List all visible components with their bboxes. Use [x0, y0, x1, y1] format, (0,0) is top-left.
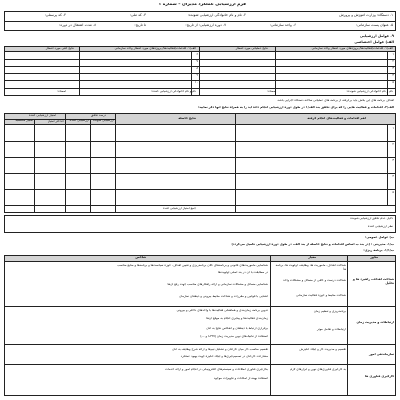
b-col-index: شاخص: [135, 256, 146, 259]
b-col-axis: محور: [370, 256, 378, 259]
b-row-line-1: [4, 306, 396, 307]
b-row1-criteria-1: شناخت اهداف، ماموریت ها، وظایف، اولویت ها، برنامه ها: [275, 264, 346, 271]
b-row1-criteria-3: شناخت محیط و حوزه فعالیت سازمانی: [296, 294, 346, 297]
header-period-to: تا تاریخ:: [134, 23, 146, 27]
a1-evaluatee-sign: امضاء:: [267, 90, 276, 93]
b-row2-index-3: برقراری ارتباط با ذینفعان و انعکاس نتایج به آنان: [206, 327, 268, 330]
a2-col-line-5: [34, 119, 35, 213]
a2-col-percent: درصد تحقق: [90, 114, 106, 117]
a2-total-line: [4, 205, 396, 206]
a2-sign-box: [4, 215, 396, 233]
a2-sub-obtained: امتیاز مکتسبه: [15, 119, 33, 122]
header-personnel-code: ۴. کد پرسنلی:: [44, 13, 66, 17]
a1-col-results-left: نتایج کمّی مورد انتظار: [45, 47, 74, 50]
evaluation-form-page: [4, 3, 396, 398]
header-employment-duration: ۸. مدت اشتغال در دوره:: [59, 23, 96, 27]
a2-row-line-2: [4, 157, 396, 158]
b-header-row: [4, 255, 396, 262]
a1-row-num: ۶: [196, 53, 198, 56]
b-row-line-3: [4, 364, 396, 365]
a2-table: [4, 113, 396, 213]
a2-col-results: نتایج حاصله: [178, 117, 196, 120]
b-row3-axis: سازماندهی امور: [368, 353, 394, 356]
a1-row-num: ۴: [392, 74, 394, 77]
header-national-code: ۳. کد ملی:: [129, 13, 146, 17]
sectionb-b11: ب/۱/۱. برنامه ریزی:: [363, 249, 394, 252]
b-row1-index-3: شناسایی مسائل و مشکلات سازمانی و ارائه راهکارهای مناسب جهت رفع آن‌ها: [167, 283, 268, 286]
a1-row-num: ۳: [392, 67, 394, 70]
a2-num-line: [387, 125, 388, 205]
a2-row-num: ۱: [392, 127, 394, 130]
a2-col-activities: اهم اقدامات و فعالیت‌های انجام گرفته: [307, 117, 366, 120]
header-post-title: ۵. عنوان پست سازمانی:: [355, 23, 393, 27]
b-row1-axis: شناخت اهداف، راهبرد ها و تحلیل: [352, 278, 394, 285]
a1-col-activities-left: الف/۱. اقدامات/فعالیت‌ها/ پروژه‌های مورد انتظار واحد سازمانی: [114, 47, 196, 50]
b-row2-axis: ارتباطات و مدیریت زمان: [356, 321, 394, 324]
section9-title: ۹. عوامل ارزشیابی: [359, 34, 394, 38]
b-row4-index-1: بکارگیری فناوری اطلاعات و سیستم‌های الکترونیکی در انجام امور و ارائه خدمات: [165, 368, 268, 371]
a1-row-num: ۲: [392, 60, 394, 63]
section9-subtitle: الف) عوامل اختصاصی: [354, 40, 394, 44]
a1-col-activities-right: الف/۱. اقدامات/فعالیت‌ها/ پروژه‌های مورد انتظار واحد سازمانی: [311, 47, 393, 50]
header-unit: ۶. واحد سازمانی:: [269, 23, 296, 27]
header-period-from: ۷. دوره ارزشیابی: از تاریخ:: [185, 23, 226, 27]
b-table: [4, 255, 396, 396]
b-row1-criteria-2: شناخت درست و کافی از مسائل و مشکلات واحد: [283, 279, 346, 282]
a1-note: اهداف برنامه های این بخش باید برگرفته از برنامه های عملیاتی سالانه دستگاه اجرایی باشد.: [276, 99, 394, 102]
b-row4-axis: کارگیری فناوری ها: [364, 375, 394, 378]
a2-evaluator-opinion: نظر ارزشیابی کننده: [367, 225, 393, 228]
a2-row-num: ۴: [392, 175, 394, 178]
b-row1-index-4: آشنایی با قوانین و مقررات و شناخت محیط بیرونی و ذینفعان سازمان: [179, 295, 268, 298]
a1-row-num: ۹: [196, 74, 198, 77]
a2-sub-evaluator: ارزشیابی کننده: [69, 119, 89, 122]
a1-evaluator-sign: امضاء:: [57, 90, 66, 93]
a1-row-num: ۱۰: [194, 81, 198, 84]
a1-row-num: ۸: [196, 67, 198, 70]
a2-col-line-2: [115, 113, 116, 213]
a2-row-line-1: [4, 141, 396, 142]
a2-col-line-3: [90, 119, 91, 213]
b-col-line-2: [270, 255, 271, 396]
a1-evaluatee-name: نام و نام خانوادگی ارزشیابی شونده:: [346, 90, 393, 93]
b-row2-index-1: تدوین برنامه زمان‌بندی و هماهنگی فعالیت‌ها با واحدهای داخلی و بیرونی: [176, 309, 268, 312]
b-row2-index-4: استفاده از تکنیک‌های نوین مدیریت زمان (CPM و ...): [200, 335, 268, 338]
sectionb-b1: ب/۱. مدیریتی : (در بند ب اساس اقدامات و نتایج حاصله از بند الف، در طول دوره ارزشیابی تکمیل می‌گردد): [231, 243, 394, 246]
b-row1-index-2: در مطابقت با آن در بند اصلی اولویت‌ها: [217, 271, 268, 274]
a1-row-num: ۷: [196, 60, 198, 63]
a1-row-line-1: [4, 59, 396, 60]
form-title: فرم ارزشیابی عملکرد مدیران – شماره ۱: [158, 3, 246, 7]
a1-row-line-4: [4, 80, 396, 81]
a2-col-line-1: [235, 113, 236, 213]
a2-row-num: ۲: [392, 143, 394, 146]
a2-col-line-4: [65, 113, 66, 213]
b-row3-index-1: تقسیم مناسب کار میان کارکنان و تشکیل تیم‌ها و ارائه شرح وظایف به آنان: [172, 348, 268, 351]
a2-sub-evaluatee: ارزشیابی شونده: [92, 119, 114, 122]
b-col-line-1: [347, 255, 348, 396]
a2-col-score: امتیاز ارزشیابی کننده: [28, 114, 56, 117]
a1-row-line-3: [4, 73, 396, 74]
a1-row-line-2: [4, 66, 396, 67]
a2-sub-max: حداکثر امتیاز: [47, 120, 64, 123]
b-row3-criteria-1: تقسیم و مدیریت کار و ایجاد انگیزش: [299, 348, 346, 351]
b-col-criteria: معیار: [308, 256, 316, 259]
a2-row-line-3: [4, 173, 396, 174]
sectionb-title: ب) عوامل عمومی:: [365, 236, 394, 239]
a1-sign-line: [4, 88, 396, 89]
a1-col-results-right: نتایج عملیاتی مورد انتظار: [235, 47, 268, 50]
header-ministry: ۱. دستگاه: وزارت آموزش و پرورش: [339, 13, 393, 17]
a2-row-line-4: [4, 189, 396, 190]
header-divider: [4, 21, 396, 22]
a2-reasons: دلایل عدم تحقق ارزشیابی شونده: [350, 217, 393, 220]
a2-row-num: ۳: [392, 159, 394, 162]
a1-row-num: ۵: [392, 81, 394, 84]
a2-total-label: جمع امتیاز ارزشیابی کننده: [162, 207, 196, 210]
b-row2-index-2: زمان‌بندی فعالیت‌ها و پیگیری انجام به موقع آن‌ها: [206, 317, 268, 320]
a1-row-num: ۱: [392, 53, 394, 56]
b-row2-criteria-2: ارتباطات و تعامل موثر: [317, 328, 346, 331]
a2-title: الف/۲. اقدامات و فعالیت هایی را که برای تحقق بند الف/۱ در طول دوره ارزشیابی انجام داده اید را به همراه نتایج آنها ذکر نمایید:: [197, 106, 394, 109]
b-row3-index-2: مشارکت کارکنان در تصمیم‌گیری‌ها و ایجاد انگیزه جهت بهبود عملکرد: [180, 355, 268, 358]
b-row4-criteria-1: به کارگیری فناوری‌های نوین و ابزارهای لازم: [290, 368, 346, 371]
a1-evaluator-name: نام و نام خانوادگی ارزشیابی کننده:: [151, 90, 196, 93]
b-row2-criteria-1: برنامه‌ریزی و تنظیم زمان: [313, 310, 346, 313]
b-row-line-2: [4, 344, 396, 345]
header-evaluatee-name: ۲. نام و نام خانوادگی ارزشیابی شونده:: [187, 13, 246, 17]
b-row1-index-1: شناسایی ماموریت‌های قانونی و برنامه‌های کلان برنامه‌ریزی و تعیین اهداف، حوزه سیاست‌ها و برنامه‌ها و منابع مناسب: [117, 264, 268, 267]
b-row4-index-2: استفاده بهینه از امکانات و تجهیزات موجود: [213, 377, 268, 380]
a2-row-num: ۵: [392, 191, 394, 194]
